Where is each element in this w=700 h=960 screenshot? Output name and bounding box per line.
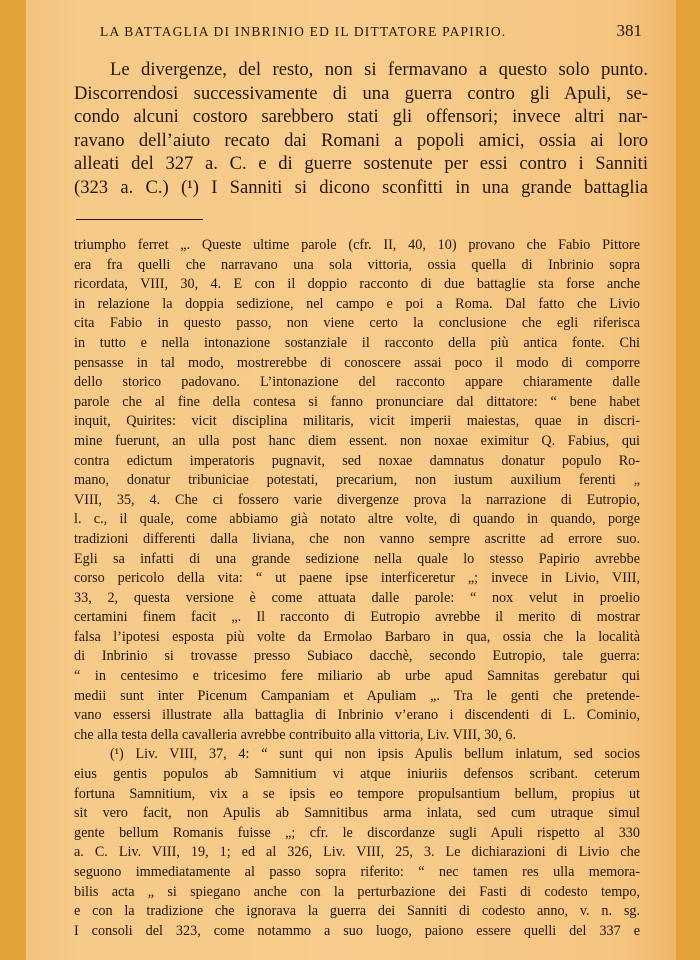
footnote-line: bilis acta „ si spiegano anche con la perturbazione dei Fasti di codesto tempo,	[74, 883, 640, 900]
main-text-line: condo alcuni costoro sarebbero stati gli offensori; invece altri nar-	[74, 106, 648, 128]
footnote-line: “ in centesimo e tricesimo fere miliario ab urbe apud Samnitas gerebatur qui	[74, 668, 640, 685]
footnote-line: I consoli del 323, come notammo a suo luogo, paiono essere quelli del 337 e	[74, 922, 640, 939]
footnote-line: VIII, 35, 4. Che ci fossero varie divergenze prova la narrazione di Eutropio,	[74, 491, 640, 508]
page-header	[66, 22, 642, 42]
footnote-line: a. C. Liv. VIII, 19, 1; ed al 326, Liv. VIII, 25, 3. Le dichiarazioni di Livio che	[74, 844, 640, 861]
running-title: LA BATTAGLIA DI INBRINIO ED IL DITTATORE PAPIRIO.	[100, 24, 507, 39]
main-text-line: alleati del 327 a. C. e di guerre sostenute per essi contro i Sanniti	[74, 153, 648, 175]
footnote-line: parole che al fine della contesa si fanno pronunciare dal dittatore: “ bene habet	[74, 393, 640, 410]
footnote-line: gente bellum Romanis fuisse „; cfr. le discordanze sugli Apuli rispetto al 330	[74, 824, 640, 841]
footnote-line: cita Fabio in questo passo, non viene certo la conclusione che egli riferisca	[74, 315, 640, 332]
footnote-line: contra edictum imperatoris pugnavit, sed noxae damnatus donatur populo Ro-	[74, 452, 640, 469]
footnote-line: Egli sa infatti di una grande sedizione nella quale lo stesso Papirio avrebbe	[74, 550, 640, 567]
footnote-line: falsa l’ipotesi esposta più volte da Ermolao Barbaro in qua, ossia che la località	[74, 628, 640, 645]
footnote-line: di Inbrinio si trovasse presso Subiaco dacchè, secondo Eutropio, tale guerra:	[74, 648, 640, 665]
footnote-line: che alla testa della cavalleria avrebbe contribuito alla vittoria, Liv. VIII, 30, 6.	[74, 726, 516, 743]
main-text-line: (323 a. C.) (¹) I Sanniti si dicono sconfitti in una grande battaglia	[74, 176, 648, 198]
footnote-line: corso pericolo della vita: “ ut paene ipse interficeretur „; invece in Livio, VIII,	[74, 570, 640, 587]
footnote-line: certamini finem facit „. Il racconto di Eutropio avrebbe il merito di mostrar	[74, 609, 640, 626]
footnote-line: in tutto e nella intonazione sostanziale il racconto della più antica fonte. Chi	[74, 334, 640, 351]
main-text-line: Discorrendosi successivamente di una guerra contro gli Apuli, se-	[74, 82, 648, 104]
footnote-line: mano, donatur tribuniciae potestati, precarium, non iustum auxilium ferenti „	[74, 472, 640, 489]
footnotes	[74, 236, 640, 941]
footnote-line: seguono immediatamente al passo sopra riferito: “ nec tamen res ulla memora-	[74, 864, 640, 880]
footnote-line: inquit, Quirites: vicit disciplina militaris, vicit imperii maiestas, quae in discri-	[74, 413, 640, 430]
footnote-line: e con la tradizione che ignorava la guerra dei Sanniti di codesto anno, v. n. sg.	[74, 903, 640, 920]
footnote-line: dello storico padovano. L’intonazione del racconto appare chiaramente dalle	[74, 374, 640, 391]
footnote-line: era fra quelli che narravano una sola vittoria, ossia quella di Inbrinio sopra	[74, 256, 640, 273]
footnote-separator	[76, 219, 203, 220]
page-number: 381	[616, 21, 642, 40]
book-page	[26, 0, 676, 960]
footnote-line: in relazione la doppia sedizione, nel campo e poi a Roma. Dal fatto che Livio	[74, 295, 640, 312]
footnote-line: fortuna Samnitium, vix a se ipsis eo tempore propulsantium bellum, propius ut	[74, 785, 640, 802]
main-text-line: Le divergenze, del resto, non si fermavano a questo solo punto.	[110, 59, 648, 80]
footnote-line: eius gentis populos ab Samnitium vi atque iniuriis defensos scribant. ceterum	[74, 766, 640, 783]
footnote-line: mine fuerunt, an ulla post hanc diem essent. non noxae eximitur Q. Fabius, qui	[74, 432, 640, 449]
footnote-line: l. c., il quale, come abbiamo già notato altre volte, di quando in quando, porge	[74, 511, 640, 528]
footnote-line: pensasse in tal modo, mostrerebbe di conoscere assai poco il modo di comporre	[74, 354, 640, 371]
main-text-line: ravano dell’aiuto recato dai Romani a popoli amici, ossia ai loro	[74, 129, 648, 151]
main-text	[74, 58, 648, 200]
footnote-line: tradizioni differenti dalla liviana, che non vanno sempre ascritte ad errore suo.	[74, 530, 640, 547]
footnote-line: (¹) Liv. VIII, 37, 4: “ sunt qui non ipsis Apulis bellum inlatum, sed socios	[110, 746, 640, 763]
footnote-line: vano essersi illustrate alla battaglia di Inbrinio v’erano i discendenti di L. Cominio,	[74, 707, 640, 724]
footnote-line: 33, 2, questa versione è come attuata dalle parole: “ nox velut in proelio	[74, 589, 640, 606]
footnote-line: triumpho ferret „. Queste ultime parole (cfr. II, 40, 10) provano che Fabio Pittore	[74, 237, 640, 253]
footnote-line: sit vero facit, non Apulis ab Samnitibus arma inlata, sed cum utraque simul	[74, 805, 640, 822]
footnote-line: medii sunt inter Picenum Campaniam et Apuliam „. Tra le genti che pretende-	[74, 687, 640, 704]
footnote-line: ricordata, VIII, 30, 4. E con il doppio racconto di due battaglie sta forse anche	[74, 276, 640, 293]
